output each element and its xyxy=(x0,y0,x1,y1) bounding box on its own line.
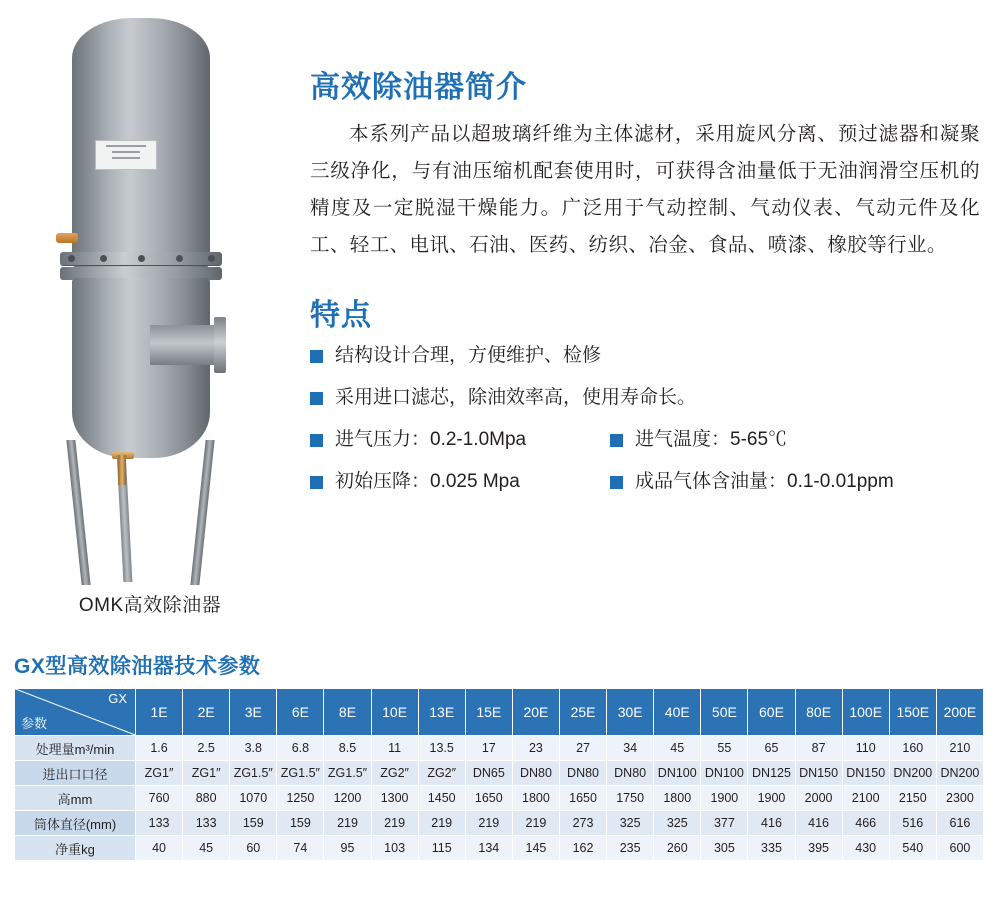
flange-bolt-icon xyxy=(68,255,75,262)
row-label: 净重kg xyxy=(15,836,136,861)
col-header-model: 30E xyxy=(607,689,654,736)
table-cell: 219 xyxy=(371,811,418,836)
flange-bolt-icon xyxy=(176,255,183,262)
table-cell: ZG1″ xyxy=(183,761,230,786)
square-bullet-icon xyxy=(310,350,323,363)
col-header-model: 100E xyxy=(842,689,889,736)
table-cell: ZG1.5″ xyxy=(324,761,371,786)
table-cell: 133 xyxy=(136,811,183,836)
table-cell: 1070 xyxy=(230,786,277,811)
table-cell: 2150 xyxy=(889,786,936,811)
table-cell: 95 xyxy=(324,836,371,861)
spec-table-head xyxy=(15,689,984,736)
table-cell: 60 xyxy=(230,836,277,861)
col-header-model: 8E xyxy=(324,689,371,736)
table-cell: 1.6 xyxy=(136,736,183,761)
col-header-model: 150E xyxy=(889,689,936,736)
table-cell: 1450 xyxy=(418,786,465,811)
table-cell: 145 xyxy=(512,836,559,861)
table-row xyxy=(15,836,984,861)
list-item xyxy=(310,386,980,410)
table-cell: 3.8 xyxy=(230,736,277,761)
col-header-model: 40E xyxy=(654,689,701,736)
table-cell: 1800 xyxy=(654,786,701,811)
table-cell: ZG1″ xyxy=(136,761,183,786)
table-cell: 45 xyxy=(183,836,230,861)
list-item xyxy=(610,470,894,494)
oil-separator-vessel-illustration xyxy=(0,0,300,600)
row-label: 筒体直径(mm) xyxy=(15,811,136,836)
flange-bolt-icon xyxy=(208,255,215,262)
square-bullet-icon xyxy=(610,434,623,447)
table-cell: 34 xyxy=(607,736,654,761)
table-cell: 1650 xyxy=(465,786,512,811)
table-cell: 2.5 xyxy=(183,736,230,761)
vessel-nameplate xyxy=(95,140,157,170)
square-bullet-icon xyxy=(310,434,323,447)
table-cell: DN80 xyxy=(512,761,559,786)
vessel-outlet-flange xyxy=(214,317,226,373)
table-cell: DN125 xyxy=(748,761,795,786)
table-cell: 235 xyxy=(607,836,654,861)
table-cell: 1650 xyxy=(559,786,606,811)
table-cell: 55 xyxy=(701,736,748,761)
table-cell: 325 xyxy=(654,811,701,836)
square-bullet-icon xyxy=(610,476,623,489)
table-cell: 335 xyxy=(748,836,795,861)
spec-table-section xyxy=(14,650,984,861)
table-cell: 115 xyxy=(418,836,465,861)
table-cell: 110 xyxy=(842,736,889,761)
list-item xyxy=(310,428,610,452)
table-cell: 159 xyxy=(277,811,324,836)
table-cell: 1800 xyxy=(512,786,559,811)
table-cell: DN150 xyxy=(842,761,889,786)
table-cell: 87 xyxy=(795,736,842,761)
col-header-model: 10E xyxy=(371,689,418,736)
col-header-model: 3E xyxy=(230,689,277,736)
flange-bolt-icon xyxy=(138,255,145,262)
nameplate-line xyxy=(106,145,146,147)
table-cell: ZG2″ xyxy=(418,761,465,786)
table-row xyxy=(15,736,984,761)
col-header-model: 15E xyxy=(465,689,512,736)
table-cell: 45 xyxy=(654,736,701,761)
drain-pipe xyxy=(118,455,126,485)
intro-paragraph: 本系列产品以超玻璃纤维为主体滤材，采用旋风分离、预过滤器和凝聚三级净化，与有油压缩机配套使用时，可获得含油量低于无油润滑空压机的精度及一定脱湿干燥能力。广泛用于气动控制、气动仪表、气动元件及化工、轻工、电讯、石油、医药、纺织、冶金、食品、喷漆、橡胶等行业。 xyxy=(310,123,980,256)
features-list xyxy=(310,344,980,410)
table-cell: 273 xyxy=(559,811,606,836)
table-cell: 880 xyxy=(183,786,230,811)
col-header-model: 25E xyxy=(559,689,606,736)
table-cell: 416 xyxy=(795,811,842,836)
table-cell: 210 xyxy=(936,736,983,761)
vessel-leg xyxy=(66,440,90,585)
feature-text: 进气压力：0.2-1.0Mpa xyxy=(335,429,527,450)
table-cell: 325 xyxy=(607,811,654,836)
feature-text: 成品气体含油量：0.1-0.01ppm xyxy=(635,471,894,492)
table-row xyxy=(15,761,984,786)
table-cell: DN100 xyxy=(701,761,748,786)
table-cell: 162 xyxy=(559,836,606,861)
table-cell: DN150 xyxy=(795,761,842,786)
table-cell: 65 xyxy=(748,736,795,761)
col-header-model: 6E xyxy=(277,689,324,736)
table-cell: DN80 xyxy=(607,761,654,786)
product-image-column xyxy=(0,0,300,640)
table-cell: 395 xyxy=(795,836,842,861)
table-cell: 1250 xyxy=(277,786,324,811)
col-header-model: 50E xyxy=(701,689,748,736)
col-header-model: 80E xyxy=(795,689,842,736)
nameplate-line xyxy=(112,157,140,159)
list-item xyxy=(310,344,980,368)
table-cell: 1750 xyxy=(607,786,654,811)
table-cell: 159 xyxy=(230,811,277,836)
spec-table-title: GX型高效除油器技术参数 xyxy=(14,655,261,678)
square-bullet-icon xyxy=(310,476,323,489)
col-header-model: 60E xyxy=(748,689,795,736)
table-header-row xyxy=(15,689,984,736)
col-header-model: 200E xyxy=(936,689,983,736)
table-cell: 416 xyxy=(748,811,795,836)
table-cell: ZG2″ xyxy=(371,761,418,786)
table-cell: 2300 xyxy=(936,786,983,811)
text-column xyxy=(300,0,998,640)
feature-text: 结构设计合理，方便维护、检修 xyxy=(335,345,602,366)
table-cell: 600 xyxy=(936,836,983,861)
table-cell: 160 xyxy=(889,736,936,761)
table-cell: 1300 xyxy=(371,786,418,811)
table-cell: 219 xyxy=(418,811,465,836)
table-cell: 516 xyxy=(889,811,936,836)
col-header-model: 13E xyxy=(418,689,465,736)
col-header-model: 20E xyxy=(512,689,559,736)
table-cell: 219 xyxy=(512,811,559,836)
corner-model-label: GX xyxy=(108,691,127,706)
flange-bolt-icon xyxy=(100,255,107,262)
table-row xyxy=(15,811,984,836)
table-cell: 2100 xyxy=(842,786,889,811)
table-cell: 305 xyxy=(701,836,748,861)
table-cell: 17 xyxy=(465,736,512,761)
table-cell: 2000 xyxy=(795,786,842,811)
table-cell: 23 xyxy=(512,736,559,761)
table-cell: 219 xyxy=(465,811,512,836)
feature-pair-row xyxy=(310,470,980,494)
table-cell: DN100 xyxy=(654,761,701,786)
table-cell: 1900 xyxy=(748,786,795,811)
table-cell: 133 xyxy=(183,811,230,836)
table-cell: 466 xyxy=(842,811,889,836)
square-bullet-icon xyxy=(310,392,323,405)
list-item xyxy=(610,428,787,452)
vessel-leg xyxy=(190,440,214,585)
spec-table xyxy=(14,688,984,861)
table-cell: 616 xyxy=(936,811,983,836)
vessel-lower-shell xyxy=(72,278,210,458)
row-label: 高mm xyxy=(15,786,136,811)
vessel-outlet-nozzle xyxy=(150,325,218,365)
table-cell: 260 xyxy=(654,836,701,861)
table-cell: DN200 xyxy=(936,761,983,786)
row-label: 处理量m³/min xyxy=(15,736,136,761)
list-item xyxy=(310,470,610,494)
table-cell: DN65 xyxy=(465,761,512,786)
col-header-model: 2E xyxy=(183,689,230,736)
row-label: 进出口口径 xyxy=(15,761,136,786)
intro-title: 高效除油器简介 xyxy=(310,71,527,104)
table-cell: 6.8 xyxy=(277,736,324,761)
table-cell: 74 xyxy=(277,836,324,861)
nameplate-line xyxy=(112,151,140,153)
table-cell: 11 xyxy=(371,736,418,761)
col-header-model: 1E xyxy=(136,689,183,736)
table-cell: 377 xyxy=(701,811,748,836)
table-cell: 40 xyxy=(136,836,183,861)
table-cell: 430 xyxy=(842,836,889,861)
table-cell: DN80 xyxy=(559,761,606,786)
table-cell: 219 xyxy=(324,811,371,836)
table-row xyxy=(15,786,984,811)
features-title: 特点 xyxy=(310,299,372,332)
table-cell: 27 xyxy=(559,736,606,761)
table-cell: 1200 xyxy=(324,786,371,811)
product-caption: OMK高效除油器 xyxy=(78,595,222,616)
table-cell: 134 xyxy=(465,836,512,861)
table-cell: 540 xyxy=(889,836,936,861)
feature-text: 采用进口滤芯，除油效率高，使用寿命长。 xyxy=(335,387,697,408)
brass-valve-icon xyxy=(56,233,78,243)
table-cell: ZG1.5″ xyxy=(230,761,277,786)
feature-pair-row xyxy=(310,428,980,452)
table-cell: 8.5 xyxy=(324,736,371,761)
table-corner-cell xyxy=(15,689,136,736)
corner-param-label: 参数 xyxy=(21,716,48,731)
table-cell: 103 xyxy=(371,836,418,861)
table-cell: 760 xyxy=(136,786,183,811)
table-cell: 1900 xyxy=(701,786,748,811)
table-cell: ZG1.5″ xyxy=(277,761,324,786)
spec-table-body xyxy=(15,736,984,861)
feature-text: 初始压降：0.025 Mpa xyxy=(335,471,520,492)
feature-text: 进气温度：5-65℃ xyxy=(635,429,788,450)
table-cell: 13.5 xyxy=(418,736,465,761)
table-cell: DN200 xyxy=(889,761,936,786)
